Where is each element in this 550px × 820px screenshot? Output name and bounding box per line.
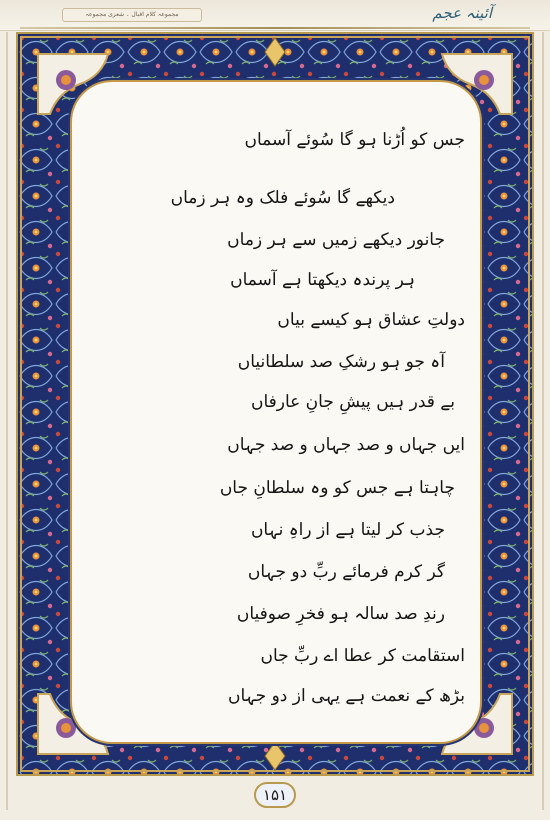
- poem-line-8: ایں جہاں و صد جہاں و صد جہاں: [227, 435, 465, 455]
- poem-line-12: رندِ صد سالہ ہو فخرِ صوفیاں: [236, 604, 445, 624]
- page-header: [0, 0, 550, 31]
- poem-line-13: استقامت کر عطا اے ربِّ جاں: [260, 646, 465, 666]
- poem-line-2: دیکھے گا سُوئے فلک وہ ہر زماں: [170, 188, 395, 208]
- right-margin-rule: [542, 32, 544, 810]
- poem-line-5: دولتِ عشاق ہو کیسے بیاں: [277, 310, 465, 330]
- poem-line-10: جذب کر لیتا ہے از راہِ نہاں: [250, 520, 445, 540]
- page-number-medallion: [240, 770, 310, 816]
- header-title: آئینہ عجم: [432, 4, 492, 22]
- header-caption: مجموعہ کلام اقبال ۔ شعری مجموعہ: [62, 8, 202, 22]
- poem-line-3: جانور دیکھے زمیں سے ہر زماں: [227, 230, 445, 250]
- poem-line-11: گر کرم فرمائے ربِّ دو جہاں: [247, 562, 445, 582]
- poem-line-14: بڑھ کے نعمت ہے یہی از دو جہاں: [228, 686, 465, 706]
- poem-body: [95, 125, 465, 725]
- header-rule: [20, 27, 530, 29]
- poem-line-7: بے قدر ہیں پیشِ جانِ عارفاں: [250, 392, 455, 412]
- page-number: ۱۵۱: [254, 782, 296, 808]
- poem-line-4: ہر پرندہ دیکھتا ہے آسماں: [230, 270, 415, 290]
- poem-line-9: چاہتا ہے جس کو وہ سلطانِ جاں: [219, 478, 455, 498]
- poem-line-1: جس کو اُڑنا ہو گا سُوئے آسماں: [244, 130, 465, 150]
- left-margin-rule: [6, 32, 8, 810]
- poem-line-6: آہ جو ہو رشکِ صد سلطانیاں: [237, 352, 445, 372]
